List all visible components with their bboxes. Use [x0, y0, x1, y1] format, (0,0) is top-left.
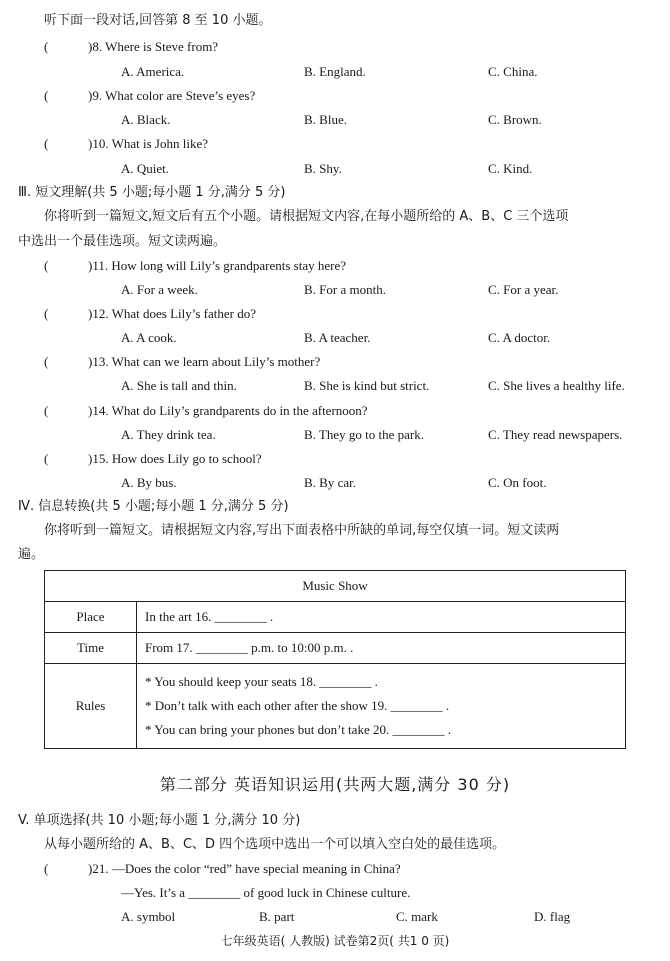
table-row — [45, 571, 626, 602]
table-title: Music Show — [45, 571, 626, 602]
question-21 — [44, 860, 401, 878]
option-c: C. On foot. — [488, 475, 547, 490]
question-stem: )11. How long will Lily’s grandparents stay here? — [88, 258, 347, 273]
answer-paren: ( — [44, 136, 49, 151]
option-a: A. For a week. — [121, 282, 198, 297]
table-row — [45, 633, 626, 664]
option-a: A. They drink tea. — [121, 427, 216, 442]
question-12 — [44, 305, 256, 323]
option-c: C. Brown. — [488, 112, 542, 127]
option-c: C. A doctor. — [488, 330, 551, 345]
option-c: C. They read newspapers. — [488, 427, 623, 442]
answer-paren: ( — [44, 88, 49, 103]
question-stem: )21. —Does the color “red” have special meaning in China? — [88, 861, 401, 876]
option-b: B. By car. — [304, 475, 356, 490]
section-5-heading: V. 单项选择(共 10 小题;每小题 1 分,满分 10 分) — [18, 813, 301, 828]
question-stem: )9. What color are Steve’s eyes? — [88, 88, 256, 103]
question-stem: )15. How does Lily go to school? — [88, 451, 262, 466]
question-8 — [44, 38, 218, 56]
question-13 — [44, 353, 320, 371]
rule-item: * You can bring your phones but don’t take 20. ________ . — [145, 722, 451, 737]
section-3-instructions-2: 中选出一个最佳选项。短文读两遍。 — [18, 234, 227, 249]
place-label: Place — [45, 602, 137, 633]
rule-item: * Don’t talk with each other after the show 19. ________ . — [145, 698, 450, 713]
option-c: C. Kind. — [488, 161, 533, 176]
option-a: A. symbol — [121, 909, 176, 924]
option-c: C. She lives a healthy life. — [488, 378, 625, 393]
time-value: From 17. ________ p.m. to 10:00 p.m. . — [137, 633, 626, 664]
page-footer: 七年级英语( 人教版) 试卷第2页( 共1 0 页) — [220, 934, 450, 948]
option-b: B. part — [259, 909, 295, 924]
answer-paren: ( — [44, 451, 49, 466]
option-b: B. A teacher. — [304, 330, 371, 345]
question-9 — [44, 87, 255, 105]
question-stem: )13. What can we learn about Lily’s mother? — [88, 354, 321, 369]
question-10 — [44, 135, 208, 153]
question-stem: )8. Where is Steve from? — [88, 39, 219, 54]
rules-label: Rules — [45, 664, 137, 749]
answer-paren: ( — [44, 403, 49, 418]
answer-paren: ( — [44, 39, 49, 54]
option-b: B. England. — [304, 64, 366, 79]
music-show-table — [44, 570, 626, 749]
option-c: C. China. — [488, 64, 538, 79]
option-a: A. Black. — [121, 112, 171, 127]
question-stem: )10. What is John like? — [88, 136, 208, 151]
listening-intro: 听下面一段对话,回答第 8 至 10 小题。 — [44, 13, 272, 28]
option-b: B. Blue. — [304, 112, 347, 127]
place-value: In the art 16. ________ . — [137, 602, 626, 633]
rules-cell — [137, 664, 626, 749]
option-a: A. America. — [121, 64, 185, 79]
table-row — [45, 664, 626, 749]
option-b: B. She is kind but strict. — [304, 378, 430, 393]
answer-paren: ( — [44, 861, 49, 876]
question-stem: )14. What do Lily’s grandparents do in the afternoon? — [88, 403, 368, 418]
option-a: A. She is tall and thin. — [121, 378, 237, 393]
question-14 — [44, 402, 368, 420]
rule-item: * You should keep your seats 18. ________ . — [145, 674, 378, 689]
answer-paren: ( — [44, 258, 49, 273]
section-4-heading: Ⅳ. 信息转换(共 5 小题;每小题 1 分,满分 5 分) — [18, 499, 289, 514]
time-label: Time — [45, 633, 137, 664]
section-5-instructions: 从每小题所给的 A、B、C、D 四个选项中选出一个可以填入空白处的最佳选项。 — [44, 837, 506, 852]
section-3-heading: Ⅲ. 短文理解(共 5 小题;每小题 1 分,满分 5 分) — [18, 185, 286, 200]
table-row — [45, 602, 626, 633]
section-3-instructions-1: 你将听到一篇短文,短文后有五个小题。请根据短文内容,在每小题所给的 A、B、C 三个选项 — [44, 209, 569, 224]
option-d: D. flag — [534, 909, 571, 924]
option-a: A. By bus. — [121, 475, 177, 490]
option-b: B. Shy. — [304, 161, 342, 176]
section-4-instructions-1: 你将听到一篇短文。请根据短文内容,写出下面表格中所缺的单词,每空仅填一词。短文读两 — [44, 523, 560, 538]
answer-paren: ( — [44, 354, 49, 369]
option-a: A. Quiet. — [121, 161, 170, 176]
answer-paren: ( — [44, 306, 49, 321]
question-21-reply: —Yes. It’s a ________ of good luck in Chinese culture. — [121, 885, 411, 900]
option-c: C. For a year. — [488, 282, 559, 297]
question-11 — [44, 257, 346, 275]
part-2-heading: 第二部分 英语知识运用(共两大题,满分 30 分) — [159, 775, 511, 794]
option-b: B. They go to the park. — [304, 427, 424, 442]
section-4-instructions-2: 遍。 — [18, 547, 45, 562]
option-a: A. A cook. — [121, 330, 177, 345]
option-c: C. mark — [396, 909, 438, 924]
question-15 — [44, 450, 262, 468]
question-stem: )12. What does Lily’s father do? — [88, 306, 256, 321]
option-b: B. For a month. — [304, 282, 386, 297]
